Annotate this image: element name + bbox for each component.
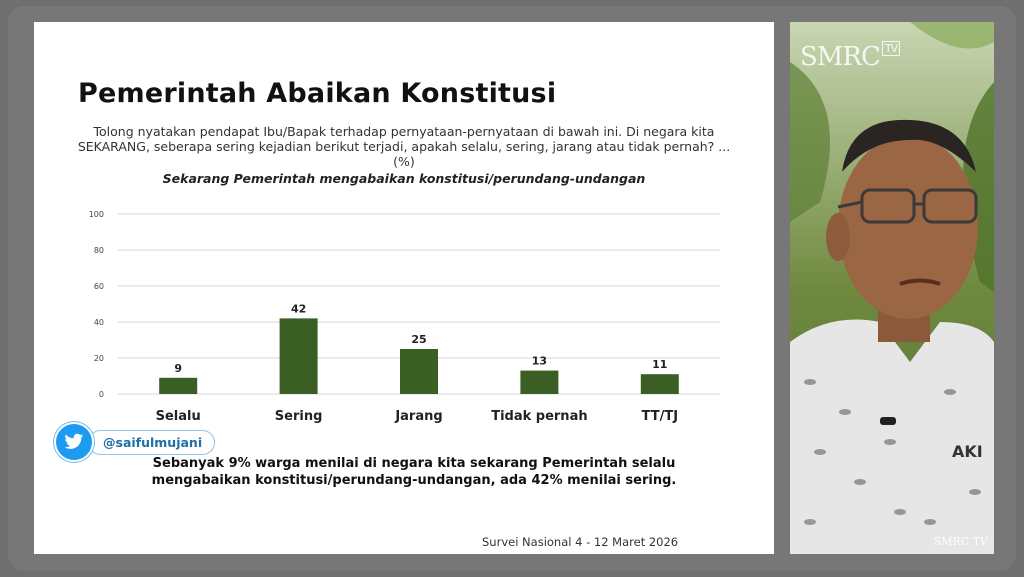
summary-text bbox=[94, 455, 734, 489]
bar bbox=[280, 318, 318, 394]
y-tick-label: 100 bbox=[88, 210, 104, 219]
summary-line-1: Sebanyak 9% warga menilai di negara kita sekarang Pemerintah selalu bbox=[152, 456, 676, 471]
speaker-video bbox=[790, 22, 994, 554]
x-tick-label: Tidak pernah bbox=[491, 409, 588, 424]
y-tick-label: 20 bbox=[93, 354, 104, 363]
slide-title: Pemerintah Abaikan Konstitusi bbox=[78, 78, 557, 109]
social-handle-badge[interactable] bbox=[54, 424, 215, 460]
twitter-icon bbox=[54, 422, 94, 462]
survey-question: Tolong nyatakan pendapat Ibu/Bapak terhadap pernyataan-pernyataan di bawah ini. Di negara kita SEKARANG, seberapa sering kejadian berikut terjadi, apakah selalu, sering, jarang atau tidak pernah? ... (%) bbox=[77, 124, 731, 169]
shirt-logo-text: AKI bbox=[952, 442, 983, 461]
x-tick-label: Sering bbox=[274, 409, 323, 424]
data-label: 13 bbox=[531, 354, 548, 368]
data-label: 42 bbox=[290, 302, 307, 316]
bar bbox=[159, 378, 197, 394]
x-tick-label: Jarang bbox=[395, 409, 443, 424]
data-label: 9 bbox=[174, 361, 183, 375]
y-tick-label: 60 bbox=[93, 282, 104, 291]
video-frame bbox=[8, 6, 1016, 571]
bar bbox=[400, 349, 438, 394]
twitter-handle: @saifulmujani bbox=[88, 430, 215, 455]
bar bbox=[641, 374, 679, 394]
chart-subtitle: Sekarang Pemerintah mengabaikan konstitusi/perundang-undangan bbox=[162, 171, 646, 186]
smrc-tv-logo: SMRC $^{TV}$ bbox=[800, 42, 900, 72]
y-tick-label: 0 bbox=[98, 390, 104, 399]
source-note: Survei Nasional 4 - 12 Maret 2026 bbox=[482, 535, 679, 549]
bar bbox=[520, 371, 558, 394]
y-tick-label: 80 bbox=[93, 246, 104, 255]
data-label: 11 bbox=[652, 358, 668, 372]
y-tick-label: 40 bbox=[93, 318, 104, 327]
speaker-image bbox=[790, 22, 994, 554]
smrc-tv-mini-logo: SMRC TV bbox=[933, 535, 988, 548]
summary-line-2: mengabaikan konstitusi/perundang-undangan, ada 42% menilai sering. bbox=[151, 473, 677, 488]
x-tick-label: TT/TJ bbox=[641, 409, 679, 424]
survey-slide bbox=[34, 22, 774, 554]
data-label: 25 bbox=[411, 333, 427, 346]
x-tick-label: Selalu bbox=[155, 409, 201, 424]
